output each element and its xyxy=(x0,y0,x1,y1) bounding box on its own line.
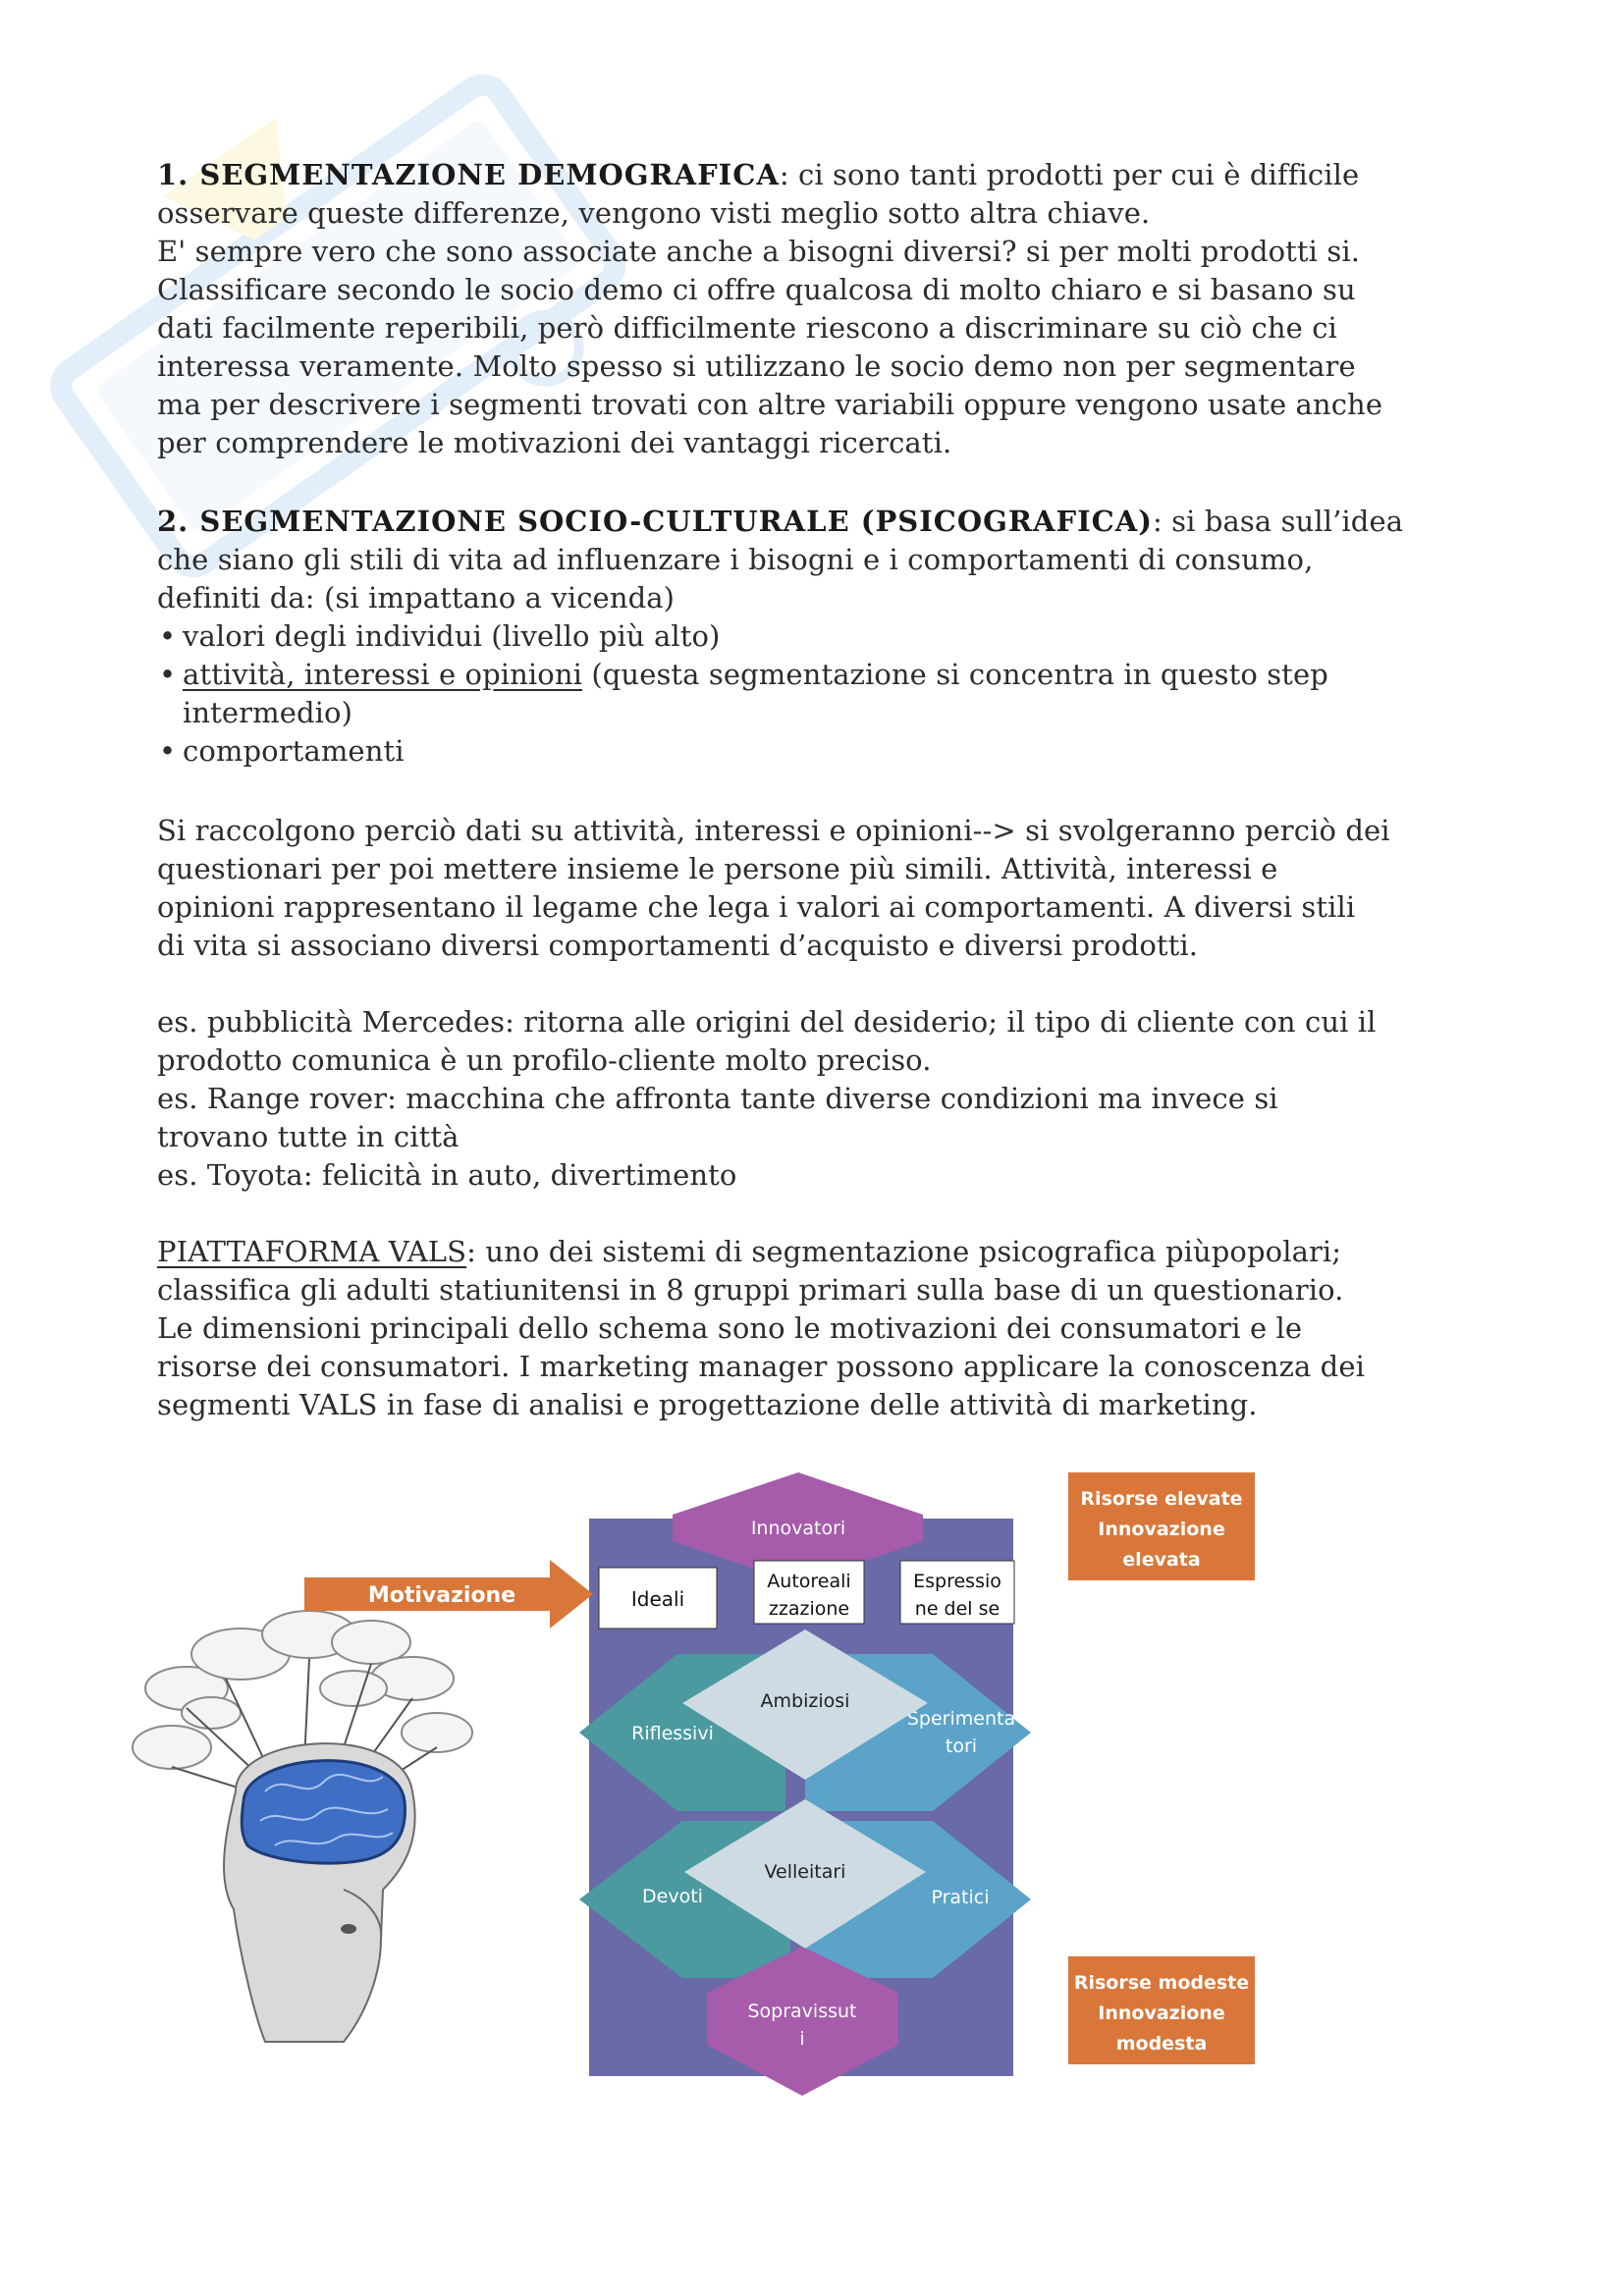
text-line: Si raccolgono perciò dati su attività, interessi e opinioni--> si svolgeranno perciò dei xyxy=(157,814,1390,847)
risorse-elevate-line-3: elevata xyxy=(1122,1549,1201,1571)
text-line: es. pubblicità Mercedes: ritorna alle origini del desiderio; il tipo di cliente con cui il xyxy=(157,1005,1377,1039)
list-item xyxy=(157,617,1492,656)
box-risorse-elevate xyxy=(1068,1472,1255,1580)
text-line: per comprendere le motivazioni dei vantaggi ricercati. xyxy=(157,426,952,459)
risorse-modeste-line-3: modesta xyxy=(1115,2033,1208,2055)
box-autorealizzazione xyxy=(754,1561,864,1624)
risorse-elevate-line-1: Risorse elevate xyxy=(1080,1488,1243,1510)
text-line: Le dimensioni principali dello schema sono le motivazioni dei consumatori e le xyxy=(157,1311,1303,1345)
text-line: es. Range rover: macchina che affronta tante diverse condizioni ma invece si xyxy=(157,1082,1278,1115)
list-item xyxy=(157,656,1492,732)
risorse-modeste-line-2: Innovazione xyxy=(1098,2002,1225,2024)
text-line: dati facilmente reperibili, però difficilmente riescono a discriminare su ciò che ci xyxy=(157,311,1337,345)
devoti-label: Devoti xyxy=(642,1886,703,1907)
box-ideali xyxy=(599,1568,717,1629)
vals-title: PIATTAFORMA VALS xyxy=(157,1235,467,1268)
risorse-elevate-line-2: Innovazione xyxy=(1098,1519,1225,1540)
text-line: : si basa sull’idea xyxy=(1152,505,1404,538)
text-line: questionari per poi mettere insieme le persone più simili. Attività, interessi e xyxy=(157,852,1278,885)
paragraph-aio xyxy=(157,812,1492,965)
section1-heading: 1. SEGMENTAZIONE DEMOGRAFICA xyxy=(157,158,780,191)
text-line: es. Toyota: felicità in auto, divertimento xyxy=(157,1158,737,1192)
espressione-label-1: Espressio xyxy=(913,1571,1001,1592)
list-item-text: valori degli individui (livello più alto) xyxy=(183,619,721,653)
text-line: opinioni rappresentano il legame che lega i valori ai comportamenti. A diversi stili xyxy=(157,890,1356,924)
motivazione-arrow xyxy=(304,1560,593,1629)
text-line: segmenti VALS in fase di analisi e progettazione delle attività di marketing. xyxy=(157,1388,1258,1421)
text-line: risorse dei consumatori. I marketing manager possono applicare la conoscenza dei xyxy=(157,1350,1365,1383)
sperimentatori-label-2: tori xyxy=(945,1735,978,1757)
text-line: : uno dei sistemi di segmentazione psicografica piùpopolari; xyxy=(466,1235,1342,1268)
sperimentatori-label-1: Sperimenta xyxy=(906,1708,1016,1730)
riflessivi-label: Riflessivi xyxy=(631,1723,714,1744)
box-espressione xyxy=(900,1561,1014,1624)
text-line: trovano tutte in città xyxy=(157,1120,460,1153)
autorealizzazione-label-1: Autoreali xyxy=(767,1571,851,1592)
head-illustration-icon xyxy=(133,1611,472,2042)
list-item xyxy=(157,732,1492,771)
risorse-modeste-line-1: Risorse modeste xyxy=(1073,1972,1250,1994)
section-vals xyxy=(157,1233,1492,1424)
list-item-text: intermedio) xyxy=(183,696,353,729)
box-risorse-modeste xyxy=(1068,1956,1255,2064)
examples-block xyxy=(157,1003,1492,1195)
text-line: classifica gli adulti statiunitensi in 8 gruppi primari sulla base di un questionario. xyxy=(157,1273,1344,1307)
text-line: osservare queste differenze, vengono visti meglio sotto altra chiave. xyxy=(157,196,1151,230)
ambiziosi-label: Ambiziosi xyxy=(760,1690,850,1712)
text-line: ma per descrivere i segmenti trovati con altre variabili oppure vengono usate anche xyxy=(157,388,1383,421)
sopravvissuti-label-2: i xyxy=(799,2028,805,2050)
bullet-list xyxy=(157,617,1492,771)
text-line: che siano gli stili di vita ad influenzare i bisogni e i comportamenti di consumo, xyxy=(157,543,1314,576)
espressione-label-2: ne del se xyxy=(914,1598,1001,1620)
text-line: Classificare secondo le socio demo ci offre qualcosa di molto chiaro e si basano su xyxy=(157,273,1356,306)
sopravvissuti-label-1: Sopravissut xyxy=(747,2001,857,2022)
velleitari-label: Velleitari xyxy=(764,1861,846,1883)
list-item-text: comportamenti xyxy=(183,734,405,768)
autorealizzazione-label-2: zzazione xyxy=(768,1598,850,1620)
section-demografica xyxy=(157,156,1492,462)
text-line: prodotto comunica è un profilo-cliente molto preciso. xyxy=(157,1043,932,1077)
section-socio-culturale xyxy=(157,503,1492,771)
motivazione-label: Motivazione xyxy=(367,1583,516,1608)
text-line: definiti da: (si impattano a vicenda) xyxy=(157,581,676,614)
section2-heading: 2. SEGMENTAZIONE SOCIO-CULTURALE (PSICOGRAFICA) xyxy=(157,505,1153,538)
text-line: interessa veramente. Molto spesso si utilizzano le socio demo non per segmentare xyxy=(157,349,1356,383)
underlined-text: attività, interessi e opinioni xyxy=(183,658,583,691)
list-item-text: (questa segmentazione si concentra in questo step xyxy=(582,658,1328,691)
ideali-label: Ideali xyxy=(630,1587,685,1611)
text-line: : ci sono tanti prodotti per cui è difficile xyxy=(779,158,1360,191)
innovatori-label: Innovatori xyxy=(750,1518,846,1539)
pratici-label: Pratici xyxy=(931,1887,990,1908)
vals-diagram xyxy=(118,1468,1276,2096)
text-line: E' sempre vero che sono associate anche a bisogni diversi? si per molti prodotti si. xyxy=(157,235,1361,268)
text-line: di vita si associano diversi comportamenti d’acquisto e diversi prodotti. xyxy=(157,929,1199,962)
